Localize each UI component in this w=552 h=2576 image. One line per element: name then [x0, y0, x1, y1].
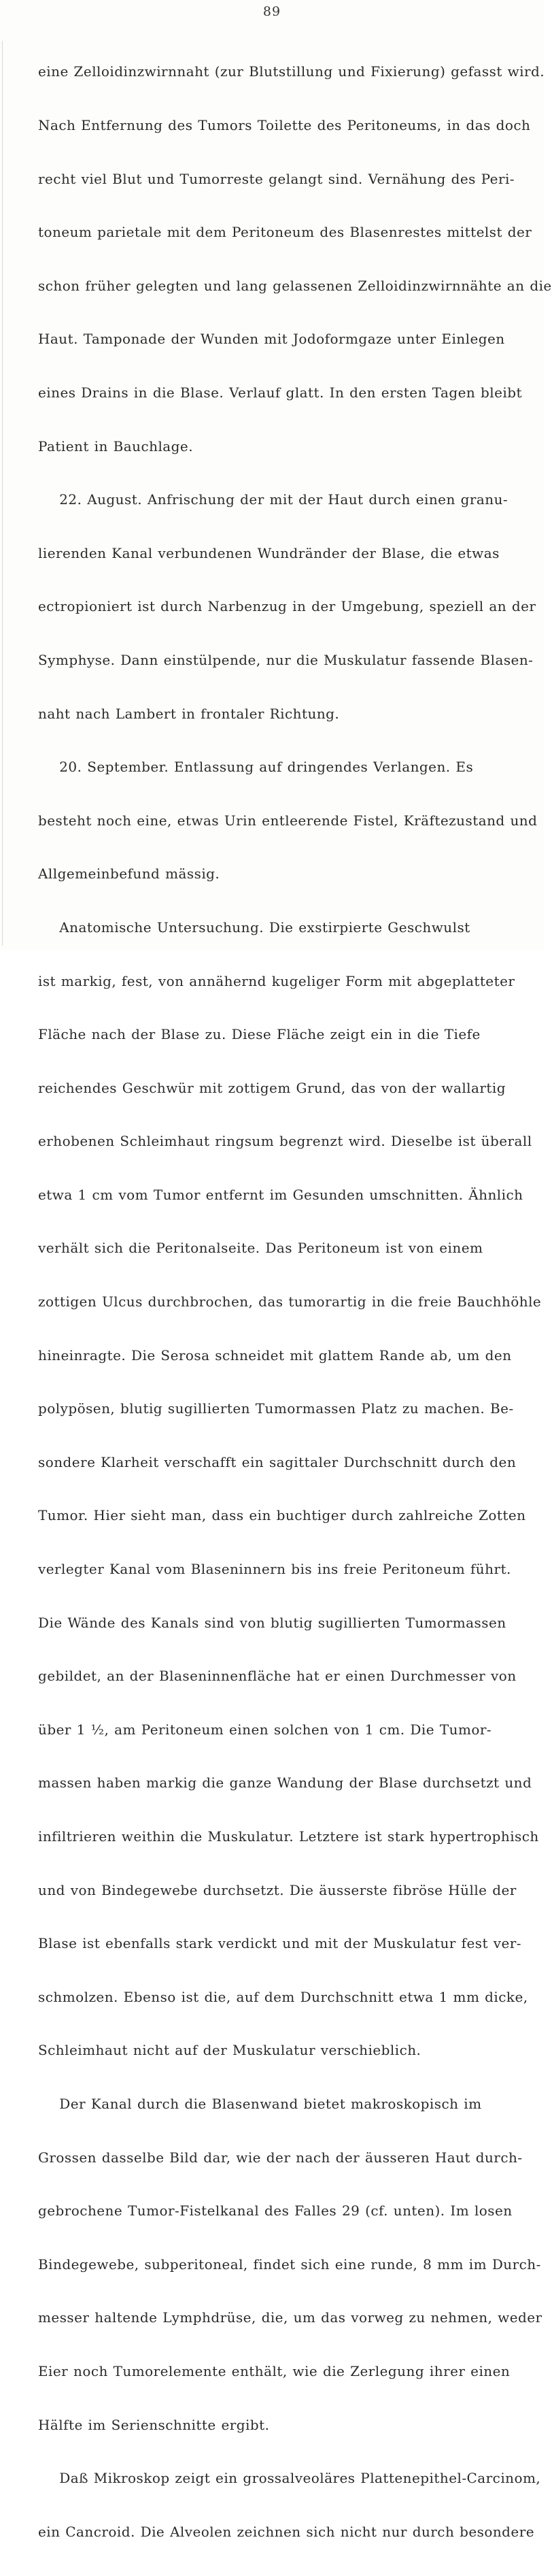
paragraph-start-line: Anatomische Untersuchung. Die exstirpierte Geschwulst [38, 919, 470, 936]
text-line: Allgemeinbefund mässig. [38, 865, 220, 882]
text-line: Grossen dasselbe Bild dar, wie der nach der äusseren Haut durch- [38, 2149, 523, 2166]
text-line: messer haltende Lymphdrüse, die, um das vorweg zu nehmen, weder [38, 2309, 542, 2326]
text-line: Tumor. Hier sieht man, dass ein buchtiger durch zahlreiche Zotten [38, 1507, 526, 1524]
text-line: Hälfte im Serienschnitte ergibt. [38, 2416, 270, 2433]
text-line: Patient in Bauchlage. [38, 437, 194, 455]
text-line: Bindegewebe, subperitoneal, findet sich eine runde, 8 mm im Durch- [38, 2256, 541, 2273]
text-line: Nach Entfernung des Tumors Toilette des Peritoneums, in das doch [38, 117, 531, 133]
text-line: Fläche nach der Blase zu. Diese Fläche zeigt ein in die Tiefe [38, 1026, 481, 1043]
text-line: Haut. Tamponade der Wunden mit Jodoformgaze unter Einlegen [38, 331, 505, 348]
text-line: erhobenen Schleimhaut ringsum begrenzt wird. Dieselbe ist überall [38, 1133, 532, 1150]
text-line: besteht noch eine, etwas Urin entleerende Fistel, Kräftezustand und [38, 812, 538, 829]
text-line: gebrochene Tumor-Fistelkanal des Falles 29 (cf. unten). Im losen [38, 2202, 513, 2219]
text-line: eine Zelloidinzwirnnaht (zur Blutstillung und Fixierung) gefasst wird. [38, 63, 545, 80]
text-line: schmolzen. Ebenso ist die, auf dem Durchschnitt etwa 1 mm dicke, [38, 1988, 528, 2005]
text-line: verhält sich die Peritonalseite. Das Peritoneum ist von einem [38, 1240, 483, 1257]
page-number: 89 [262, 4, 281, 19]
text-line: Symphyse. Dann einstülpende, nur die Muskulatur fassende Blasen- [38, 651, 534, 668]
text-line: ectropioniert ist durch Narbenzug in der Umgebung, speziell an der [38, 598, 536, 615]
text-line: ein Cancroid. Die Alveolen zeichnen sich nicht nur durch besondere [38, 2523, 534, 2540]
text-line: recht viel Blut und Tumorreste gelangt sind. Vernähung des Peri- [38, 170, 515, 187]
text-line: Schleimhaut nicht auf der Muskulatur verschieblich. [38, 2042, 421, 2059]
text-line: polypösen, blutig sugillierten Tumormassen Platz zu machen. Be- [38, 1400, 514, 1417]
paragraph-start-line: Daß Mikroskop zeigt ein grossalveoläres Plattenepithel-Carcinom, [38, 2470, 541, 2487]
text-line: zottigen Ulcus durchbrochen, das tumorartig in die freie Bauchhöhle [38, 1293, 542, 1310]
text-line: gebildet, an der Blaseninnenfläche hat er einen Durchmesser von [38, 1668, 517, 1685]
text-line: reichendes Geschwür mit zottigem Grund, das von der wallartig [38, 1079, 506, 1096]
text-line: Eier noch Tumorelemente enthält, wie die Zerlegung ihrer einen [38, 2362, 511, 2379]
text-line: und von Bindegewebe durchsetzt. Die äusserste fibröse Hülle der [38, 1881, 517, 1898]
text-line: toneum parietale mit dem Peritoneum des Blasenrestes mittelst der [38, 224, 532, 241]
text-line: sondere Klarheit verschafft ein sagittaler Durchschnitt durch den [38, 1453, 517, 1470]
text-line: Blase ist ebenfalls stark verdickt und mit der Muskulatur fest ver- [38, 1935, 522, 1952]
paragraph-start-line: 22. August. Anfrischung der mit der Haut durch einen granu- [38, 491, 508, 508]
text-line: lierenden Kanal verbundenen Wundränder der Blase, die etwas [38, 544, 500, 561]
text-line: massen haben markig die ganze Wandung der Blase durchsetzt und [38, 1774, 532, 1791]
text-line: Die Wände des Kanals sind von blutig sugillierten Tumormassen [38, 1614, 506, 1631]
paragraph-start-line: 20. September. Entlassung auf dringendes Verlangen. Es [38, 759, 474, 776]
text-line: etwa 1 cm vom Tumor entfernt im Gesunden umschnitten. Ähnlich [38, 1186, 523, 1203]
scan-edge-shadow [2, 41, 3, 946]
text-line: verlegter Kanal vom Blaseninnern bis ins freie Peritoneum führt. [38, 1561, 511, 1578]
text-line: ist markig, fest, von annähernd kugeliger Form mit abgeplatteter [38, 972, 515, 989]
paragraph-start-line: Der Kanal durch die Blasenwand bietet makroskopisch im [38, 2095, 482, 2112]
text-line: eines Drains in die Blase. Verlauf glatt. In den ersten Tagen bleibt [38, 384, 522, 401]
text-line: über 1 ½, am Peritoneum einen solchen von 1 cm. Die Tumor- [38, 1721, 492, 1738]
text-line: hineinragte. Die Serosa schneidet mit glattem Rande ab, um den [38, 1347, 512, 1364]
text-line: schon früher gelegten und lang gelassenen Zelloidinzwirnnähte an die [38, 277, 552, 294]
text-line: infiltrieren weithin die Muskulatur. Letztere ist stark hypertrophisch [38, 1828, 539, 1845]
body-text [38, 27, 552, 2576]
text-line: naht nach Lambert in frontaler Richtung. [38, 705, 340, 722]
